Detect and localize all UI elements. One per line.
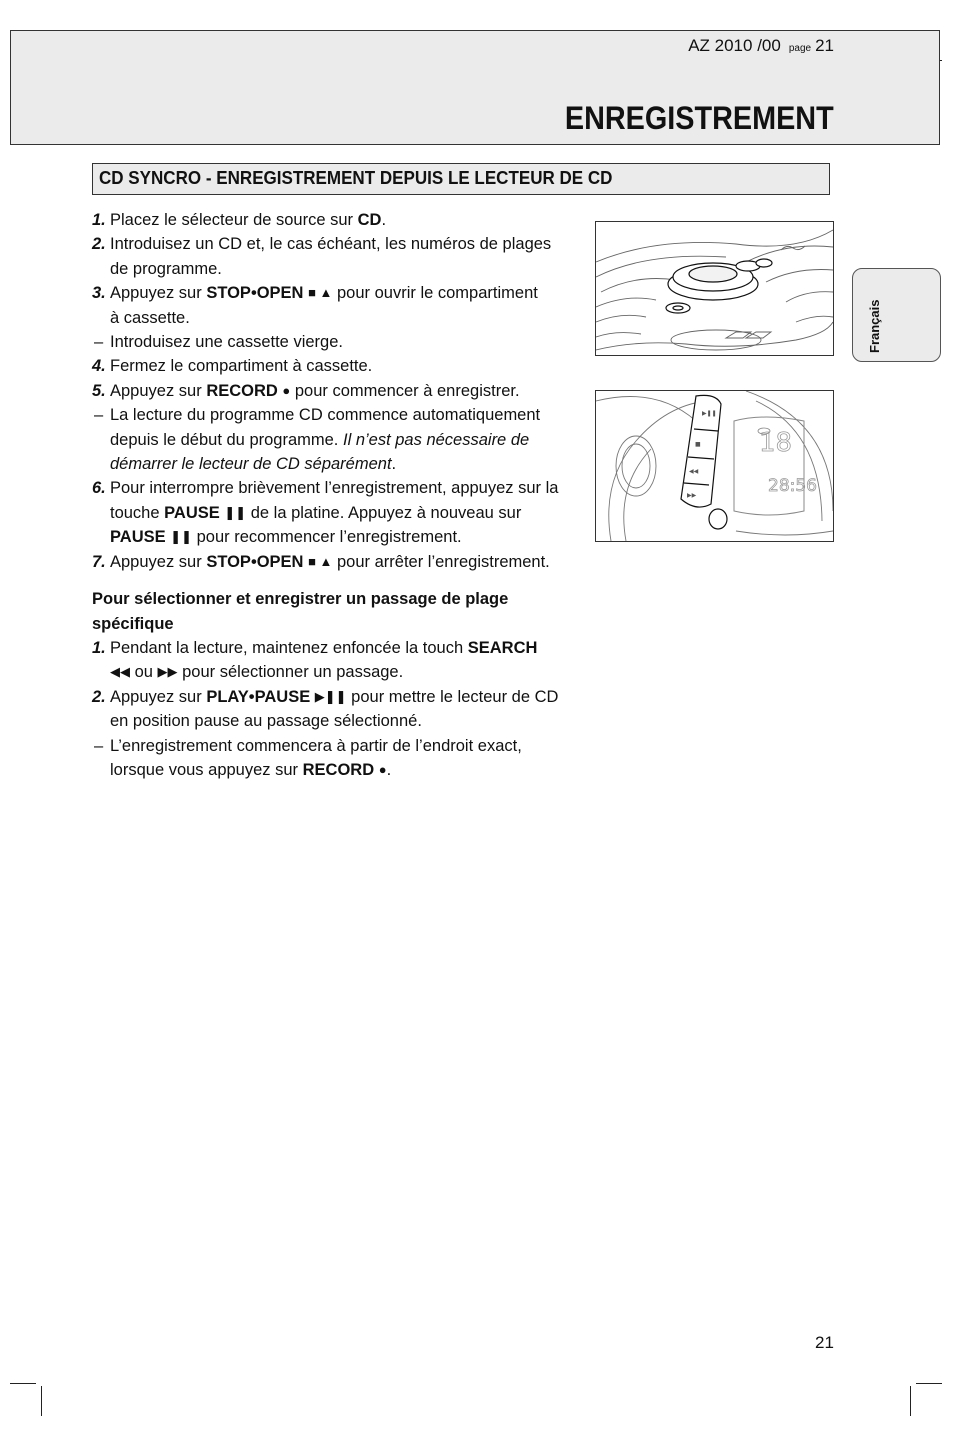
cd-controls-drawing: [596, 391, 833, 541]
step-text: Introduisez un CD et, le cas échéant, les numéros de plages: [110, 235, 552, 254]
illustration-cd-controls: [595, 390, 834, 542]
key-label: PLAY•PAUSE: [206, 687, 311, 706]
search-back-icon: ◀◀: [110, 664, 130, 680]
svg-text:■: ■: [695, 441, 701, 448]
step-4: [92, 354, 582, 378]
step-number: 1.: [92, 638, 106, 657]
display-track-number: 18: [759, 428, 793, 458]
step-3-line-2: [92, 306, 582, 330]
step-number: 4.: [92, 357, 106, 376]
step-text: pour sélectionner un passage.: [177, 663, 404, 682]
crop-mark: [41, 1386, 42, 1416]
step-3: [92, 281, 582, 305]
note-2-line-3: [92, 452, 582, 476]
step-text: Appuyez sur: [110, 284, 207, 303]
step-number: 7.: [92, 552, 106, 571]
note-text: depuis le début du programme.: [110, 430, 343, 449]
key-label: RECORD: [206, 381, 278, 400]
page-title: ENREGISTREMENT: [565, 100, 834, 136]
step-text: .: [381, 211, 387, 229]
step-number: 6.: [92, 479, 106, 498]
pause-icon: ❚❚: [170, 529, 193, 545]
record-icon: ●: [282, 382, 291, 398]
key-label: PAUSE: [164, 503, 220, 522]
step-5: [92, 379, 582, 403]
note-text: lorsque vous appuyez sur: [110, 760, 303, 779]
sub-step-1: [92, 636, 582, 660]
key-label: PAUSE: [110, 528, 166, 547]
step-text: pour recommencer l’enregistrement.: [192, 528, 462, 547]
dash: –: [94, 736, 104, 755]
svg-text:▶▶: ▶▶: [687, 492, 697, 499]
language-tab-label: Français: [867, 299, 882, 353]
step-text: Fermez le compartiment à cassette.: [110, 357, 373, 376]
section-heading-box: [92, 163, 830, 195]
step-text: en position pause au passage sélectionné.: [110, 712, 422, 731]
note-italic: Il n’est pas nécessaire de: [342, 430, 530, 449]
step-text: de la platine. Appuyez à nouveau sur: [246, 503, 522, 522]
step-text: ou: [130, 663, 158, 682]
crop-mark: [910, 1386, 911, 1416]
step-text: de programme.: [110, 259, 222, 278]
dash: –: [94, 333, 104, 352]
boombox-top-drawing: [596, 222, 833, 355]
step-2: [92, 232, 582, 256]
stop-eject-icon: ■ ▲: [308, 553, 333, 569]
illustration-source-selector: [595, 221, 834, 356]
page-number: 21: [815, 1333, 834, 1352]
step-text: pour arrêter l’enregistrement.: [332, 552, 550, 571]
record-icon: ●: [378, 761, 387, 777]
note-2-line-2: [92, 428, 582, 452]
step-2-line-2: [92, 257, 582, 281]
instructions-column: [92, 208, 582, 782]
dash: –: [94, 406, 104, 425]
sub-step-2: [92, 685, 582, 709]
step-number: 2.: [92, 687, 106, 706]
key-label: RECORD: [302, 760, 375, 779]
sub-note-1: [92, 734, 582, 758]
sub-step-2-line-2: [92, 709, 582, 733]
header-page-number: 21: [815, 36, 834, 55]
step-number: 2.: [92, 235, 106, 254]
step-text: pour ouvrir le compartiment: [332, 284, 538, 303]
step-7: [92, 550, 582, 574]
step-1: [92, 208, 582, 232]
model-number: AZ 2010 /00: [688, 36, 781, 55]
subsection-heading: [92, 587, 582, 636]
note-text: Introduisez une cassette vierge.: [110, 333, 343, 352]
step-number: 1.: [92, 211, 106, 229]
key-label: STOP•OPEN: [206, 284, 304, 303]
step-text: pour mettre le lecteur de CD: [346, 687, 559, 706]
play-pause-icon: ▶❚❚: [314, 688, 347, 704]
step-text: Appuyez sur: [110, 552, 207, 571]
note-text: La lecture du programme CD commence automatiquement: [110, 406, 541, 425]
step-text: Pour interrompre brièvement l’enregistrement, appuyez sur la: [110, 479, 559, 498]
note-text: .: [391, 455, 397, 474]
pause-icon: ❚❚: [224, 504, 247, 520]
step-text: Placez le sélecteur de source sur: [110, 211, 358, 229]
subsection-heading-line: spécifique: [92, 614, 174, 633]
page-word: page: [788, 43, 812, 54]
note-1: [92, 330, 582, 354]
crop-mark: [10, 1383, 36, 1384]
search-forward-icon: ▶▶: [157, 664, 178, 680]
model-line: [688, 36, 834, 56]
step-text: pour commencer à enregistrer.: [290, 381, 520, 400]
key-label: SEARCH: [467, 638, 538, 657]
section-title: CD SYNCRO - ENREGISTREMENT DEPUIS LE LECTEUR DE CD: [99, 167, 613, 188]
svg-text:▶❚❚: ▶❚❚: [702, 410, 717, 417]
note-2: [92, 403, 582, 427]
subsection-heading-line: Pour sélectionner et enregistrer un passage de plage: [92, 590, 509, 609]
step-6: [92, 476, 582, 500]
step-text: Pendant la lecture, maintenez enfoncée la touch: [110, 638, 468, 657]
note-text: L’enregistrement commencera à partir de l’endroit exact,: [110, 736, 522, 755]
step-text: Appuyez sur: [110, 381, 207, 400]
display-time: 28:56: [768, 476, 817, 496]
stop-eject-icon: ■ ▲: [308, 285, 333, 301]
step-text: Appuyez sur: [110, 687, 207, 706]
note-text: .: [386, 760, 392, 779]
step-6-line-2: [92, 501, 582, 525]
step-text: à cassette.: [110, 308, 190, 327]
step-6-line-3: [92, 525, 582, 549]
sub-step-1-line-2: [92, 660, 582, 684]
note-italic: démarrer le lecteur de CD séparément: [110, 455, 392, 474]
step-text: touche: [110, 503, 165, 522]
step-number: 3.: [92, 284, 106, 303]
step-number: 5.: [92, 381, 106, 400]
key-label: CD: [357, 211, 382, 229]
key-label: STOP•OPEN: [206, 552, 304, 571]
language-tab: [852, 268, 941, 362]
crop-mark: [916, 1383, 942, 1384]
svg-text:◀◀: ◀◀: [689, 468, 699, 475]
sub-note-1-line-2: [92, 758, 582, 782]
